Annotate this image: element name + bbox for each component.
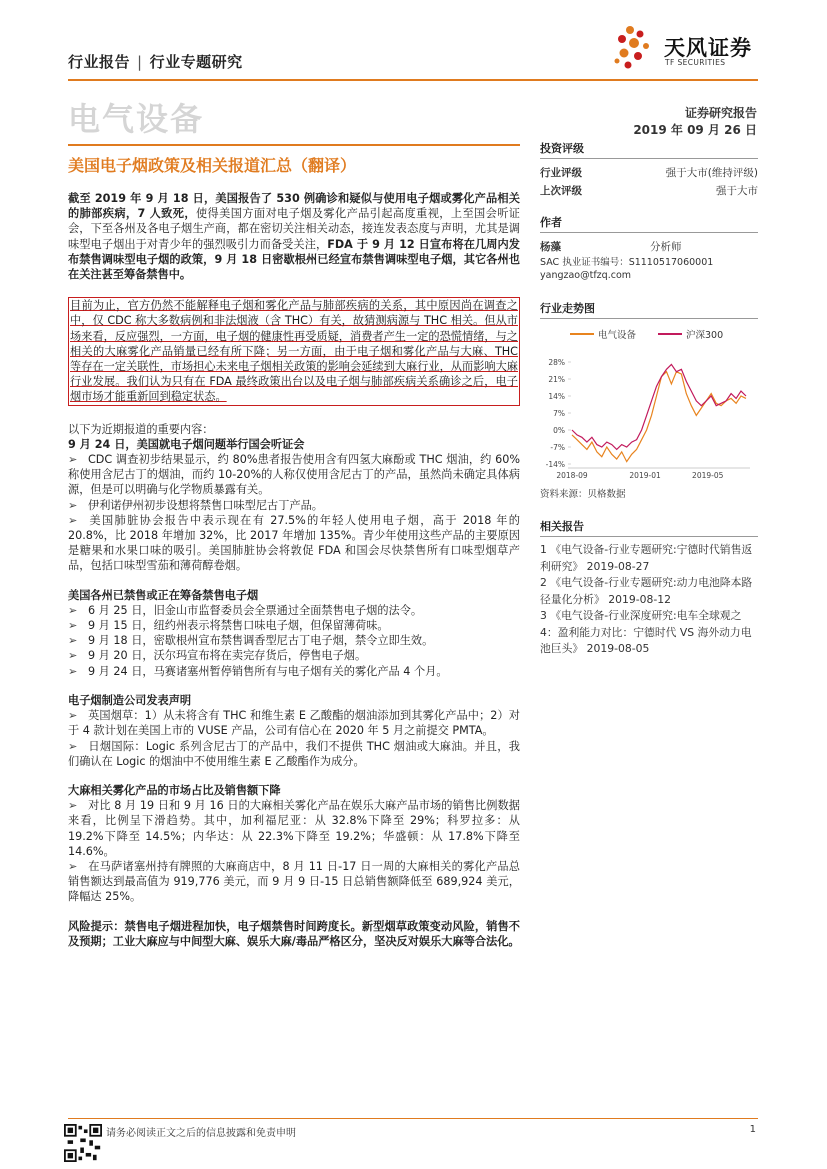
section-4-title: 大麻相关雾化产品的市场占比及销售额下降 <box>68 783 281 797</box>
author-role: 分析师 <box>650 241 682 253</box>
trend-chart <box>540 324 758 484</box>
list-item: ➢ 6 月 25 日，旧金山市监督委员会全票通过全面禁售电子烟的法令。 <box>68 603 423 617</box>
trend-heading: 行业走势图 <box>540 300 758 319</box>
qr-code-icon <box>64 1124 102 1162</box>
list-item: ➢ 英国烟草：1）从未将含有 THC 和维生素 E 乙酸酯的烟油添加到其雾化产品中；2）对于 4 款计划在美国上市的 VUSE 产品，公司有信心在 2020 年 5 月之前提交 PMTA。 <box>68 709 520 738</box>
list-item: ➢ 9 月 18 日，密歇根州宣布禁售调香型尼古丁电子烟，禁令立即生效。 <box>68 634 434 648</box>
bullet-arrow-icon: ➢ <box>68 709 78 723</box>
bullet-arrow-icon: ➢ <box>68 498 78 512</box>
author-row <box>540 238 758 256</box>
category-label-right: 行业专题研究 <box>149 53 243 71</box>
logo-dots-icon <box>612 24 662 74</box>
rating-key: 上次评级 <box>540 185 582 197</box>
logo-name: 天风证券 <box>664 36 752 60</box>
series-line <box>572 372 746 462</box>
list-item: ➢ 伊利诺伊州初步设想将禁售口味型尼古丁产品。 <box>68 498 323 512</box>
main-content <box>68 191 520 949</box>
rating-value: 强于大市 <box>716 185 758 197</box>
header-divider <box>68 79 758 81</box>
summary-normal: 使得美国方面对电子烟及雾化产品引起高度重视，上至国会听证会，下至各州及各电子烟生产商，都在密切关注相关动态，接连发表态度与声明，尤其是调味型电子烟出于对青少年的强烈吸引力而备受关注， <box>68 207 520 251</box>
y-tick-label: 0% <box>553 426 565 435</box>
footer-disclaimer: 请务必阅读正文之后的信息披露和免责申明 <box>106 1128 296 1139</box>
related-report[interactable]: 1 《电气设备-行业专题研究:宁德时代销售返利研究》 2019-08-27 <box>540 543 753 573</box>
list-item: ➢ 日烟国际：Logic 系列含尼古丁的产品中，我们不提供 THC 烟油或大麻油。并且，我们确认在 Logic 的烟油中不使用维生素 E 乙酸酯作为成分。 <box>68 739 520 768</box>
x-tick-label: 2018-09 <box>556 471 588 480</box>
related-report[interactable]: 3 《电气设备-行业深度研究:电车全球观之 4：盈利能力对比：宁德时代 VS 海外动力电池巨头》 2019-08-05 <box>540 609 752 655</box>
bullet-arrow-icon: ➢ <box>68 634 78 648</box>
summary-paragraph <box>68 191 520 282</box>
list-item: ➢ 9 月 24 日，马赛诸塞州暂停销售所有与电子烟有关的雾化产品 4 个月。 <box>68 664 448 678</box>
chart-source: 资料来源：贝格数据 <box>540 489 626 500</box>
list-item: ➢ 9 月 20 日，沃尔玛宣布将在卖完存货后，停售电子烟。 <box>68 649 367 663</box>
bullet-arrow-icon: ➢ <box>68 619 78 633</box>
legend-label: 电气设备 <box>598 330 637 341</box>
bullet-arrow-icon: ➢ <box>68 603 78 617</box>
rating-value: 强于大市(维持评级) <box>665 167 758 179</box>
document-title: 美国电子烟政策及相关报道汇总（翻译） <box>68 156 357 175</box>
y-tick-label: -14% <box>545 460 565 469</box>
section-1-title: 9 月 24 日，美国就电子烟问题举行国会听证会 <box>68 437 305 451</box>
section-3-title: 电子烟制造公司发表声明 <box>68 693 192 707</box>
series-line <box>572 364 746 449</box>
y-tick-label: -7% <box>550 443 565 452</box>
logo-subtitle: TF SECURITIES <box>665 58 726 67</box>
author-heading: 作者 <box>540 214 758 233</box>
trend-chart-svg <box>540 324 758 484</box>
title-divider <box>68 144 520 146</box>
company-logo <box>612 24 762 74</box>
list-item: ➢ 在马萨诸塞州持有牌照的大麻商店中，8 月 11 日-17 日一周的大麻相关的雾化产品总销售额达到最高值为 919,776 美元，而 9 月 9 日-15 日总销售额降低至 689,924 美元，降幅达 25%。 <box>68 859 520 904</box>
bullet-arrow-icon: ➢ <box>68 453 78 467</box>
related-list <box>540 542 758 658</box>
intro-text: 以下为近期报道的重要内容： <box>68 422 214 436</box>
report-date: 2019 年 09 月 26 日 <box>633 123 757 137</box>
author-email[interactable]: yangzao@tfzq.com <box>540 270 632 281</box>
y-tick-label: 28% <box>548 358 565 367</box>
bullet-arrow-icon: ➢ <box>68 664 78 678</box>
y-tick-label: 21% <box>548 375 565 384</box>
legend-label: 沪深300 <box>686 330 724 341</box>
rating-heading: 投资评级 <box>540 140 758 159</box>
sector-title: 电气设备 <box>68 100 205 138</box>
x-tick-label: 2019-05 <box>692 471 724 480</box>
risk-warning: 风险提示：禁售电子烟进程加快，电子烟禁售时间跨度长。新型烟草政策变动风险，销售不及预期；工业大麻应与中间型大麻、娱乐大麻/毒品严格区分，坚决反对娱乐大麻等合法化。 <box>68 919 520 948</box>
page-number: 1 <box>749 1124 756 1135</box>
bullet-arrow-icon: ➢ <box>68 513 78 527</box>
related-heading: 相关报告 <box>540 518 758 537</box>
rating-row <box>540 164 758 182</box>
rating-key: 行业评级 <box>540 167 582 179</box>
category-separator: | <box>137 53 143 71</box>
author-cert: SAC 执业证书编号：S1110517060001 <box>540 257 714 268</box>
highlight-box <box>68 297 520 405</box>
x-tick-label: 2019-01 <box>629 471 661 480</box>
report-category <box>68 51 243 72</box>
summary-bold-1: 截至 2019 年 9 月 18 日，美国报告了 530 例确诊和疑似与使用电子烟或雾化产品相关的肺部疾病，7 人致死， <box>68 192 520 221</box>
bullet-arrow-icon: ➢ <box>68 649 78 663</box>
list-item: ➢ 美国肺脏协会报告中表示现在有 27.5%的年轻人使用电子烟，高于 2018 年的 20.8%，比 2018 年增加 32%，比 2017 年增加 135%。青少年使用这些产品的主要原因是糖果和水果口味的吸引。美国肺脏协会将敦促 FDA 和国会尽快禁售所有口味型烟草产品，包括口味型雪茄和薄荷醇卷烟。 <box>68 513 520 573</box>
y-tick-label: 7% <box>553 409 565 418</box>
bullet-arrow-icon: ➢ <box>68 739 78 753</box>
report-type: 证券研究报告 <box>684 106 757 120</box>
category-label-left: 行业报告 <box>68 53 131 71</box>
related-report[interactable]: 2 《电气设备-行业专题研究:动力电池降本路径量化分析》 2019-08-12 <box>540 576 753 606</box>
list-item: ➢ CDC 调查初步结果显示，约 80%患者报告使用含有四氢大麻酚或 THC 烟油，约 60%称使用含尼古丁的烟油，而约 10-20%的人称仅使用含尼古丁的产品，虽然尚未确定具体病源，但是可以明确与化学物质暴露有关。 <box>68 453 520 497</box>
highlight-text: 目前为止，官方仍然不能解释电子烟和雾化产品与肺部疾病的关系，其中原因尚在调查之中，仅 CDC 称大多数病例和非法烟液（含 THC）有关，故猜测病源与 THC 相关。但从市场来看，反应强烈，一方面，电子烟的健康性再受质疑，消费者产生一定的恐慌情绪，与之相关的大麻雾化产品销量已经有所下降；另一方面，由于电子烟和雾化产品与大麻、THC 等存在一定关联性，市场担心未来电子烟相关政策的影响会延续到大麻行业，从而影响大麻行业发展。我们认为只有在 FDA 最终政策出台以及电子烟与肺部疾病关系确诊之后，电子烟市场才能重新回到稳定状态。 <box>70 299 518 404</box>
bullet-arrow-icon: ➢ <box>68 859 78 873</box>
bullet-arrow-icon: ➢ <box>68 799 78 813</box>
rating-row <box>540 182 758 200</box>
footer-divider <box>68 1118 758 1119</box>
summary-bold-2: FDA 于 9 月 12 日宣布将在几周内发布禁售调味型电子烟的政策，9 月 18 日密歇根州已经宣布禁售调味型电子烟，其它各州也在关注甚至筹备禁售中。 <box>68 237 520 282</box>
author-name: 杨藻 <box>540 241 561 253</box>
list-item: ➢ 对比 8 月 19 日和 9 月 16 日的大麻相关雾化产品在娱乐大麻产品市场的销售比例数据来看，比例呈下滑趋势。其中，加利福尼亚：从 32.8%下降至 29%；科罗拉多：从 19.2%下降至 14.5%；内华达：从 22.3%下降至 19.2%；华盛顿：从 17.8%下降至 14.6%。 <box>68 799 520 858</box>
list-item: ➢ 9 月 15 日，纽约州表示将禁售口味电子烟，但保留薄荷味。 <box>68 619 389 633</box>
y-tick-label: 14% <box>548 392 565 401</box>
section-2-title: 美国各州已禁售或正在筹备禁售电子烟 <box>68 588 259 602</box>
sidebar <box>540 140 758 658</box>
